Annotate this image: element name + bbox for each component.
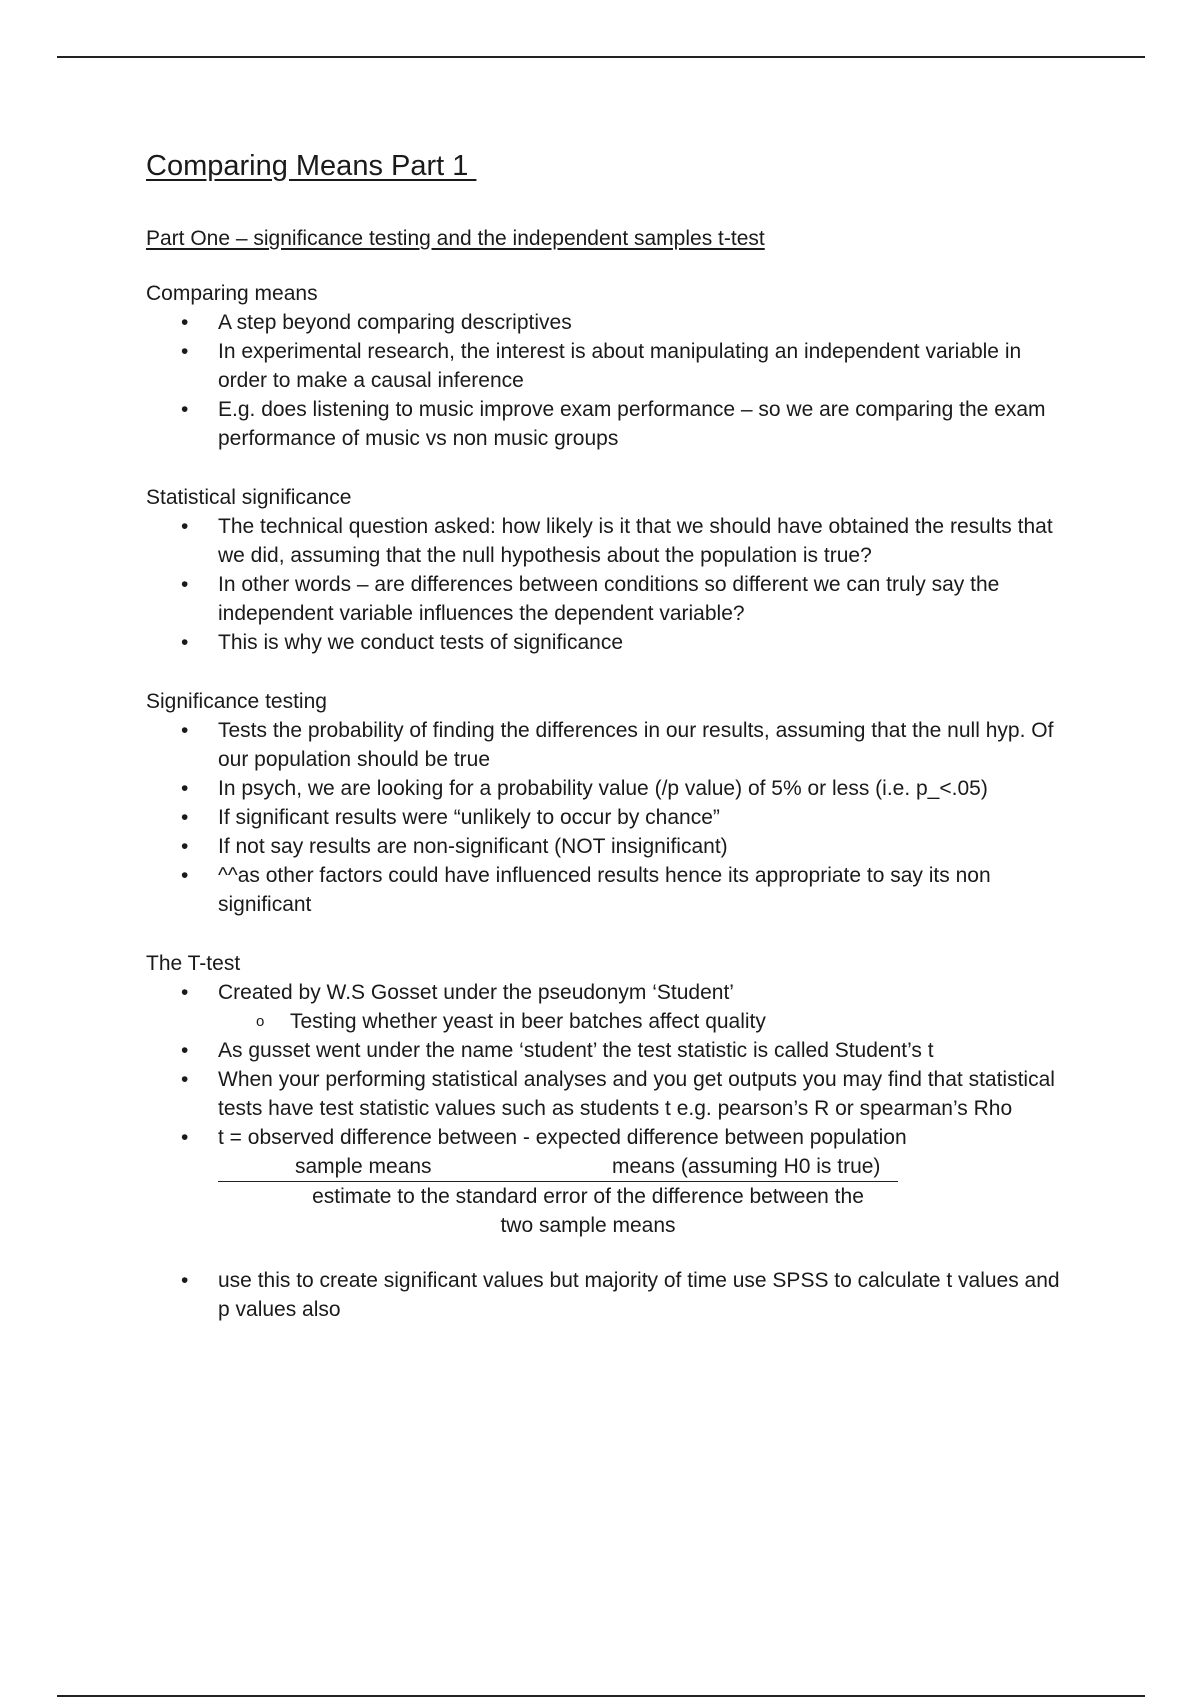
formula-num-right: means (assuming H0 is true) [612, 1155, 881, 1178]
section-statistical-significance [146, 483, 1076, 657]
section-heading: Comparing means [146, 282, 318, 305]
list-item: • When your performing statistical analyses and you get outputs you may find that statistical tests have test statistic values such as students t e.g. pearson’s R or spearman’s Rho [146, 1065, 1076, 1123]
list-item: • Created by W.S Gosset under the pseudonym ‘Student’ [146, 978, 1076, 1007]
bullet-list [146, 512, 1076, 657]
list-item: • A step beyond comparing descriptives [146, 308, 1076, 337]
section-t-test [146, 949, 1076, 1324]
list-item: • ^^as other factors could have influenced results hence its appropriate to say its non significant [146, 861, 1076, 919]
formula-num-left: sample means [295, 1155, 432, 1178]
list-item: • Tests the probability of finding the differences in our results, assuming that the null hyp. Of our population should be true [146, 716, 1076, 774]
bullet-list [146, 978, 1076, 1152]
list-item: • t = observed difference between - expected difference between population [146, 1123, 1076, 1152]
t-formula [146, 1152, 1076, 1240]
list-item: • If not say results are non-significant (NOT insignificant) [146, 832, 1076, 861]
list-item: • In other words – are differences between conditions so different we can truly say the independent variable influences the dependent variable? [146, 570, 1076, 628]
list-item: • The technical question asked: how likely is it that we should have obtained the results that we did, assuming that the null hypothesis about the population is true? [146, 512, 1076, 570]
list-item: • use this to create significant values but majority of time use SPSS to calculate t values and p values also [146, 1266, 1076, 1324]
formula-denominator [218, 1182, 958, 1240]
list-item: • E.g. does listening to music improve exam performance – so we are comparing the exam performance of music vs non music groups [146, 395, 1076, 453]
formula-numerator [218, 1152, 898, 1182]
list-item: • If significant results were “unlikely to occur by chance” [146, 803, 1076, 832]
list-item: • As gusset went under the name ‘student’ the test statistic is called Student’s t [146, 1036, 1076, 1065]
bullet-list [146, 1266, 1076, 1324]
top-rule [57, 56, 1145, 58]
section-comparing-means [146, 279, 1076, 453]
list-item: • In psych, we are looking for a probability value (/p value) of 5% or less (i.e. p_<.05) [146, 774, 1076, 803]
page-title: Comparing Means Part 1 [146, 150, 477, 182]
bottom-rule [57, 1695, 1145, 1697]
section-significance-testing [146, 687, 1076, 919]
part-subtitle: Part One – significance testing and the independent samples t-test [146, 227, 765, 250]
sub-list-item: o Testing whether yeast in beer batches affect quality [146, 1007, 1076, 1036]
section-heading: Statistical significance [146, 486, 352, 509]
formula-den-line1: estimate to the standard error of the difference between the [312, 1185, 864, 1208]
section-heading: The T-test [146, 952, 241, 975]
list-item: • This is why we conduct tests of significance [146, 628, 1076, 657]
document-body [146, 150, 1076, 1354]
list-item: • In experimental research, the interest is about manipulating an independent variable in order to make a causal inference [146, 337, 1076, 395]
bullet-list [146, 716, 1076, 919]
bullet-list [146, 308, 1076, 453]
section-heading: Significance testing [146, 690, 327, 713]
formula-den-line2: two sample means [500, 1214, 676, 1237]
